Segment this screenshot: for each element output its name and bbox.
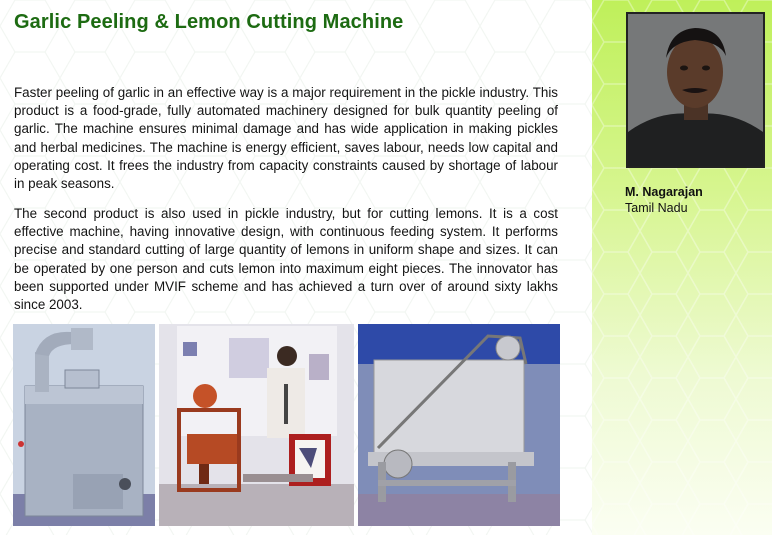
paragraph-lemon-cutting: The second product is also used in pickle industry, but for cutting lemons. It is a cost effective machine, having innovative design, with continuous feeding system. It performs precise and standard cutting of large quantity of lemons in uniform shape and sizes. It can be operated by one person and cuts lemon into maximum eight pieces. The innovator has been supported under MVIF scheme and has achieved a turn over of around sixty lakhs since 2003. — [14, 206, 558, 313]
page-title: Garlic Peeling & Lemon Cutting Machine — [14, 11, 404, 33]
photo-innovator-with-machine — [159, 324, 354, 526]
innovator-portrait — [626, 12, 765, 168]
photo-lemon-cutting-machine — [358, 324, 560, 526]
innovator-name: M. Nagarajan — [625, 185, 703, 199]
paragraph-garlic-peeling: Faster peeling of garlic in an effective way is a major requirement in the pickle industry. This product is a food-grade, fully automated machinery designed for bulk quantity peeling of garlic. The machine ensures minimal damage and has wide application in making pickles and herbal medicines. The machine is energy efficient, saves labour, needs low capital and operating cost. It frees the industry from capacity constraints caused by shortage of labour in peak seasons. — [14, 85, 558, 192]
photo-garlic-peeling-machine — [13, 324, 155, 526]
innovator-state: Tamil Nadu — [625, 201, 688, 215]
